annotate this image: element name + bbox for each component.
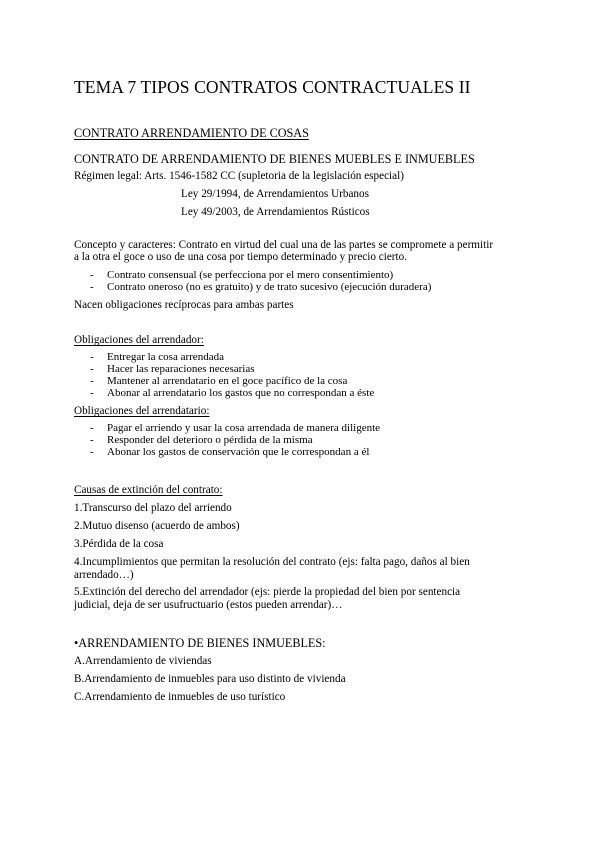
extincion-item-5-line-2: judicial, deja de ser usufructuario (estos pueden arrendar)… (74, 599, 343, 611)
arrendador-item: Hacer las reparaciones necesarias (107, 363, 255, 375)
bullet-dash: - (90, 363, 94, 375)
arrendador-item: Abonar al arrendatario los gastos que no correspondan a éste (107, 387, 375, 399)
arrendador-heading: Obligaciones del arrendador: (74, 334, 204, 346)
concepto-bullet: Contrato consensual (se perfecciona por el mero consentimiento) (107, 269, 394, 281)
concepto-line-2: a la otra el goce o uso de una cosa por tiempo determinado y precio cierto. (74, 251, 408, 263)
bullet-dash: - (90, 434, 94, 446)
regime-line-2: Ley 29/1994, de Arrendamientos Urbanos (181, 188, 369, 200)
page-title: TEMA 7 TIPOS CONTRATOS CONTRACTUALES II (74, 77, 471, 97)
inmuebles-item: A.Arrendamiento de viviendas (74, 655, 212, 667)
arrendatario-item: Pagar el arriendo y usar la cosa arrendada de manera diligente (107, 422, 381, 434)
regime-line-3: Ley 49/2003, de Arrendamientos Rústicos (181, 206, 370, 218)
arrendatario-item: Abonar los gastos de conservación que le correspondan a él (107, 446, 370, 458)
concepto-line-1: Concepto y caracteres: Contrato en virtud del cual una de las partes se compromete a permitir (74, 239, 494, 251)
extincion-item-4-line-1: 4.Incumplimientos que permitan la resolución del contrato (ejs: falta pago, daños al bien (74, 556, 470, 568)
inmuebles-item: C.Arrendamiento de inmuebles de uso turístico (74, 691, 286, 703)
arrendador-item: Entregar la cosa arrendada (107, 351, 224, 363)
section-heading: CONTRATO ARRENDAMIENTO DE COSAS (74, 126, 309, 140)
bullet-dash: - (90, 422, 94, 434)
extincion-item-4-line-2: arrendado…) (74, 569, 134, 581)
bullet-dash: - (90, 281, 94, 293)
extincion-heading: Causas de extinción del contrato: (74, 484, 223, 496)
inmuebles-heading: •ARRENDAMIENTO DE BIENES INMUEBLES: (74, 636, 326, 650)
arrendatario-item: Responder del deterioro o pérdida de la misma (107, 434, 313, 446)
bullet-dash: - (90, 446, 94, 458)
regime-line-1: Régimen legal: Arts. 1546-1582 CC (supletoria de la legislación especial) (74, 170, 404, 182)
bullet-dash: - (90, 351, 94, 363)
subheading: CONTRATO DE ARRENDAMIENTO DE BIENES MUEBLES E INMUEBLES (74, 152, 475, 166)
arrendatario-heading: Obligaciones del arrendatario: (74, 405, 210, 417)
arrendador-item: Mantener al arrendatario en el goce pacífico de la cosa (107, 375, 348, 387)
bullet-dash: - (90, 375, 94, 387)
concepto-bullet: Contrato oneroso (no es gratuito) y de trato sucesivo (ejecución duradera) (107, 281, 432, 293)
extincion-item: 2.Mutuo disenso (acuerdo de ambos) (74, 520, 240, 532)
extincion-item: 1.Transcurso del plazo del arriendo (74, 502, 232, 514)
inmuebles-item: B.Arrendamiento de inmuebles para uso distinto de vivienda (74, 673, 346, 685)
extincion-item-5-line-1: 5.Extinción del derecho del arrendador (ejs: pierde la propiedad del bien por sentencia (74, 586, 461, 598)
bullet-dash: - (90, 387, 94, 399)
concepto-note: Nacen obligaciones recíprocas para ambas partes (74, 299, 294, 311)
bullet-dash: - (90, 269, 94, 281)
extincion-item: 3.Pérdida de la cosa (74, 538, 164, 550)
